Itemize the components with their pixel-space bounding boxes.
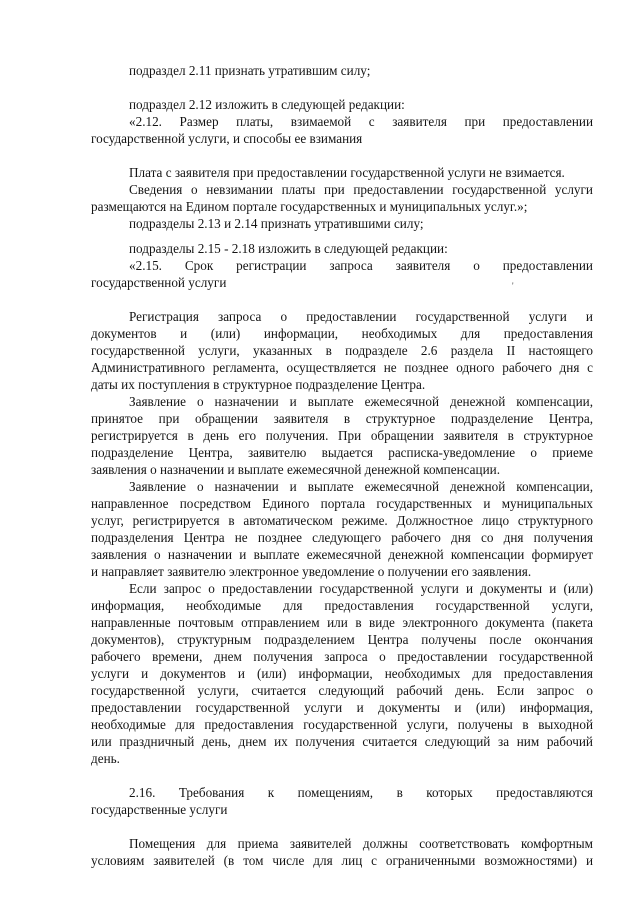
stray-mark: ' <box>512 281 514 291</box>
text-line-31: документов), структурным подразделением Центра получены после окончания <box>91 632 593 647</box>
text-line-1: подраздел 2.11 признать утратившим силу; <box>129 63 371 78</box>
section-heading-2-12: «2.12. Размер платы, взимаемой с заявителя при предоставлении <box>129 114 593 129</box>
text-line-22: Заявление о назначении и выплате ежемесячной денежной компенсации, <box>129 479 593 494</box>
text-line-28: Если запрос о предоставлении государственной услуги и документы и (или) <box>129 581 593 596</box>
text-line-23: направленное посредством Единого портала государственных и муниципальных <box>91 496 593 511</box>
section-heading-2-15: «2.15. Срок регистрации запроса заявителя о предоставлении <box>129 258 593 273</box>
text-line-30: направленные почтовым отправлением или в виде электронного документа (пакета <box>91 615 593 630</box>
text-line-14: государственной услуги, указанных в подразделе 2.6 раздела II настоящего <box>91 343 593 358</box>
text-line-9: подразделы 2.15 - 2.18 изложить в следующей редакции: <box>129 241 448 256</box>
text-line-24: услуг, регистрируется в автоматическом режиме. Должностное лицо структурного <box>91 513 593 528</box>
text-line-7: размещаются на Едином портале государственных и муниципальных услуг.»; <box>91 199 528 214</box>
text-line-33: услуги и документов и (или) информации, необходимых для предоставления <box>91 666 593 681</box>
text-line-35: предоставлении государственной услуги и документы и (или) информация, <box>91 700 593 715</box>
text-line-8: подразделы 2.13 и 2.14 признать утратившими силу; <box>129 216 424 231</box>
text-line-34: государственной услуги, считается следующий рабочий день. Если запрос о <box>91 683 593 698</box>
text-line-5: Плата с заявителя при предоставлении государственной услуги не взимается. <box>129 165 565 180</box>
text-line-37: или праздничный день, днем их получения считается следующий за ним рабочий <box>91 734 593 749</box>
text-line-17: Заявление о назначении и выплате ежемесячной денежной компенсации, <box>129 394 593 409</box>
text-line-36: необходимые для предоставления государственной услуги, получены в выходной <box>91 717 593 732</box>
text-line-13: документов и (или) информации, необходимых для предоставления <box>91 326 593 341</box>
text-line-41: Помещения для приема заявителей должны соответствовать комфортным <box>129 836 593 851</box>
text-line-42: условиям заявителей (в том числе для лиц с ограниченными возможностями) и <box>91 853 593 868</box>
text-line-20: подразделение Центра, заявителю выдается расписка-уведомление о приеме <box>91 445 593 460</box>
text-line-21: заявления о назначении и выплате ежемесячной денежной компенсации. <box>91 462 500 477</box>
text-line-29: информация, необходимые для предоставления государственной услуги, <box>91 598 593 613</box>
text-line-26: заявления о назначении и выплате ежемесячной денежной компенсации формирует <box>91 547 593 562</box>
text-line-6: Сведения о невзимании платы при предоставлении государственной услуги <box>129 182 593 197</box>
text-line-18: принятое при обращении заявителя в структурное подразделение Центра, <box>91 411 593 426</box>
section-heading-2-12-cont: государственной услуги, и способы ее взимания <box>91 131 363 146</box>
text-line-15: Административного регламента, осуществляется не позднее одного рабочего дня с <box>91 360 593 375</box>
text-line-12: Регистрация запроса о предоставлении государственной услуги и <box>129 309 593 324</box>
text-line-2: подраздел 2.12 изложить в следующей редакции: <box>129 97 405 112</box>
text-line-25: подразделения Центра не позднее следующего рабочего дня со дня получения <box>91 530 593 545</box>
text-line-32: рабочего времени, днем получения запроса о предоставлении государственной <box>91 649 593 664</box>
section-heading-2-15-cont: государственной услуги <box>91 275 227 290</box>
text-line-16: даты их поступления в структурное подразделение Центра. <box>91 377 426 392</box>
section-heading-2-16: 2.16. Требования к помещениям, в которых предоставляются <box>129 785 593 800</box>
text-line-27: и направляет заявителю электронное уведомление о получении его заявления. <box>91 564 532 579</box>
section-heading-2-16-cont: государственные услуги <box>91 802 228 817</box>
text-line-19: регистрируется в день его получения. При обращении заявителя в структурное <box>91 428 593 443</box>
text-line-38: день. <box>91 751 120 766</box>
